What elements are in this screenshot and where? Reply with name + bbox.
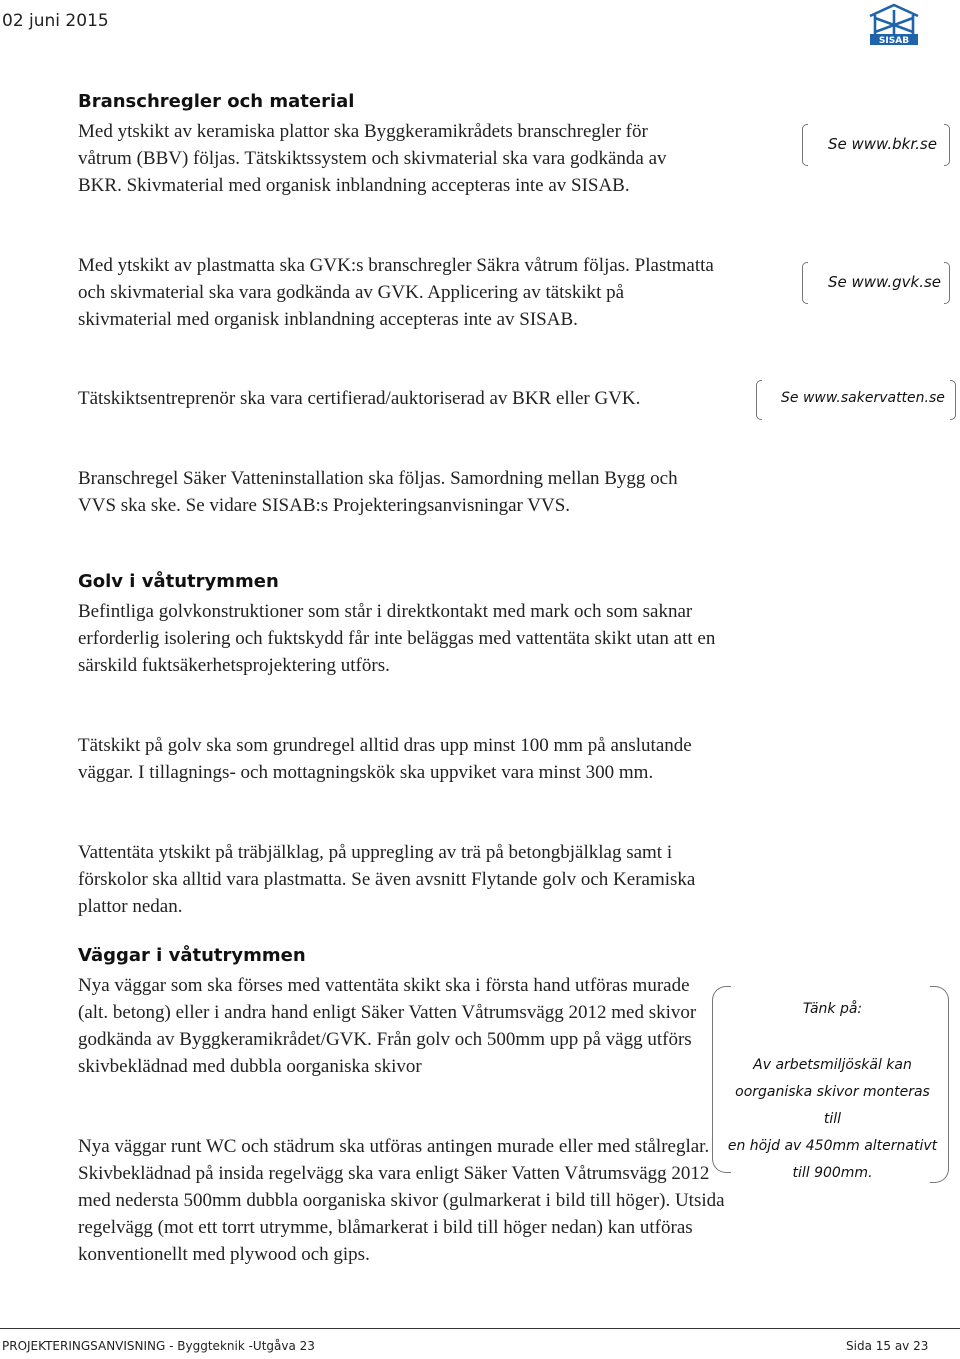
paragraph-vattentata-ytskikt: Vattentäta ytskikt på träbjälklag, på uppregling av trä på betongbjälklag samt i förskolor ska alltid vara plastmatta. Se även avsnitt Flytande golv och Keramiska plattor nedan. [78, 842, 696, 917]
tank-pa-line: oorganiska skivor monteras till [735, 1084, 930, 1127]
bracket-left-bkr [802, 124, 808, 166]
sisab-logo [866, 2, 922, 46]
tank-pa-line: till 900mm. [792, 1165, 873, 1181]
paragraph-befintliga-golv: Befintliga golvkonstruktioner som står i direktkontakt med mark och som saknar erforderlig isolering och fuktskydd får inte beläggas med vattentäta skikt utan att en särskild fuktsäkerhetsprojektering utförs. [78, 601, 716, 676]
paragraph-plastmatta: Med ytskikt av plastmatta ska GVK:s branschregler Säkra våtrum följas. Plastmatta och skivmaterial ska vara godkända av GVK. Applicering av tätskikt på skivmaterial med organisk inblandning accepteras inte av SISAB. [78, 255, 714, 330]
footer-divider [0, 1328, 960, 1329]
bracket-left-gvk [802, 262, 808, 304]
paragraph-tatskiktsentreprenor: Tätskiktsentreprenör ska vara certifierad/auktoriserad av BKR eller GVK. [78, 388, 641, 409]
paragraph-wc-stadrum: Nya väggar runt WC och städrum ska utföras antingen murade eller med stålreglar. Skivbeklädnad på insida regelvägg ska vara enligt Säker Vatten Våtrumsvägg 2012 med nedersta 500mm dubbla oorganiska skivor (gulmarkerat i bild till höger). Utsida regelvägg (mot ett torrt utrymme, blåmarkerat i bild till höger nedan) kan utföras konventionellt med plywood och gips. [78, 1136, 725, 1265]
paragraph-saker-vatteninstallation: Branschregel Säker Vatteninstallation ska följas. Samordning mellan Bygg och VVS ska ske. Se vidare SISAB:s Projekteringsanvisningar VVS. [78, 468, 678, 516]
paragraph-tatskikt-golv: Tätskikt på golv ska som grundregel alltid dras upp minst 100 mm på anslutande väggar. I tillagnings- och mottagningskök ska uppviket vara minst 300 mm. [78, 735, 692, 783]
footer-document-title: PROJEKTERINGSANVISNING - Byggteknik -Utgåva 23 [2, 1339, 315, 1353]
sidenote-bkr: Se www.bkr.se [828, 135, 937, 153]
paragraph-nya-vaggar: Nya väggar som ska förses med vattentäta skikt ska i första hand utföras murade (alt. betong) eller i andra hand enligt Säker Vatten Våtrumsvägg 2012 med skivor godkända av Byggkeramikrådet/GVK. Från golv och 500mm upp på vägg utförs skivbeklädnad med dubbla oorganiska skivor [78, 975, 697, 1077]
sidenote-sakervatten: Se www.sakervatten.se [781, 390, 945, 406]
bracket-right-bkr [944, 124, 950, 166]
heading-branschregler: Branschregler och material [78, 91, 355, 112]
heading-vaggar: Väggar i våtutrymmen [78, 945, 306, 966]
tank-pa-line: Av arbetsmiljöskäl kan [753, 1057, 912, 1073]
bracket-left-sakervatten [756, 380, 762, 420]
tank-pa-line: en höjd av 450mm alternativt [727, 1138, 938, 1154]
tank-pa-title: Tänk på: [802, 1001, 863, 1017]
tank-pa-body [725, 1052, 940, 1187]
bracket-right-gvk [944, 262, 950, 304]
logo-text: SISAB [878, 36, 910, 46]
paragraph-keramiska: Med ytskikt av keramiska plattor ska Byggkeramikrådets branschregler för våtrum (BBV) följas. Tätskiktssystem och skivmaterial ska vara godkända av BKR. Skivmaterial med organisk inblandning accepteras inte av SISAB. [78, 121, 667, 196]
heading-golv: Golv i våtutrymmen [78, 571, 279, 592]
bracket-right-sakervatten [950, 380, 956, 420]
header-date: 02 juni 2015 [2, 11, 109, 31]
sidenote-gvk: Se www.gvk.se [828, 273, 942, 291]
footer-page-number: Sida 15 av 23 [846, 1339, 929, 1353]
